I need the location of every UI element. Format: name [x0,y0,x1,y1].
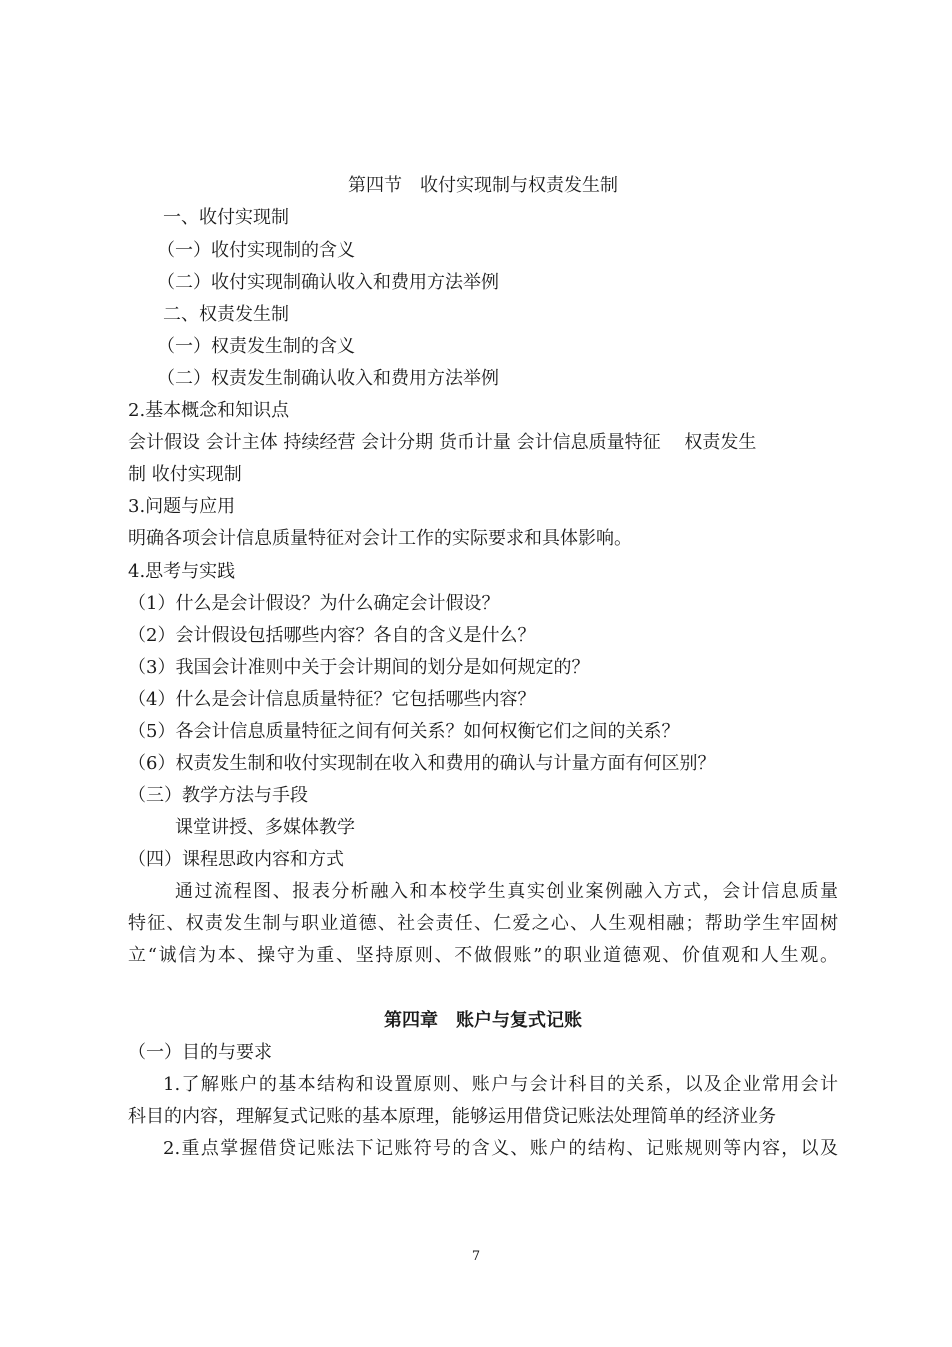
ideology-paragraph-line: 通过流程图、报表分析融入和本校学生真实创业案例融入方式，会计信息质量 [175,881,838,902]
section-item: 一、收付实现制 [163,207,289,228]
chapter-paragraph-line: 1.了解账户的基本结构和设置原则、账户与会计科目的关系，以及企业常用会计 [163,1074,838,1095]
section-title: 第四节 收付实现制与权责发生制 [348,175,618,196]
section-item: 二、权责发生制 [163,304,289,325]
section-item: （一）收付实现制的含义 [157,240,355,261]
ideology-paragraph-line: 立“诚信为本、操守为重、坚持原则、不做假账”的职业道德观、价值观和人生观。 [128,945,838,966]
problems-heading: 3.问题与应用 [128,496,236,517]
concepts-heading: 2.基本概念和知识点 [128,400,290,421]
question-item: （5）各会计信息质量特征之间有何关系？如何权衡它们之间的关系？ [128,721,680,742]
methods-heading: （三）教学方法与手段 [128,785,308,806]
section-item: （一）权责发生制的含义 [157,336,355,357]
question-item: （2）会计假设包括哪些内容？各自的含义是什么？ [128,625,536,646]
problems-text: 明确各项会计信息质量特征对会计工作的实际要求和具体影响。 [128,528,632,549]
chapter-paragraph-line: 2.重点掌握借贷记账法下记账符号的含义、账户的结构、记账规则等内容，以及 [163,1138,838,1159]
section-item: （二）收付实现制确认收入和费用方法举例 [157,272,499,293]
section-item: （二）权责发生制确认收入和费用方法举例 [157,368,499,389]
ideology-heading: （四）课程思政内容和方式 [128,849,344,870]
question-item: （1）什么是会计假设？为什么确定会计假设？ [128,593,500,614]
concepts-line: 制 收付实现制 [128,464,242,485]
thinking-heading: 4.思考与实践 [128,561,236,582]
chapter-title: 第四章 账户与复式记账 [384,1010,582,1031]
chapter-paragraph-line: 科目的内容，理解复式记账的基本原理，能够运用借贷记账法处理简单的经济业务 [128,1106,776,1127]
question-item: （3）我国会计准则中关于会计期间的划分是如何规定的？ [128,657,590,678]
chapter-subheading: （一）目的与要求 [128,1042,272,1063]
methods-text: 课堂讲授、多媒体教学 [175,817,355,838]
concepts-line: 会计假设 会计主体 持续经营 会计分期 货币计量 会计信息质量特征 权责发生 [128,432,757,453]
ideology-paragraph-line: 特征、权责发生制与职业道德、社会责任、仁爱之心、人生观相融；帮助学生牢固树 [128,913,838,934]
question-item: （4）什么是会计信息质量特征？它包括哪些内容？ [128,689,536,710]
page-number: 7 [471,1249,481,1264]
question-item: （6）权责发生制和收付实现制在收入和费用的确认与计量方面有何区别？ [128,753,716,774]
